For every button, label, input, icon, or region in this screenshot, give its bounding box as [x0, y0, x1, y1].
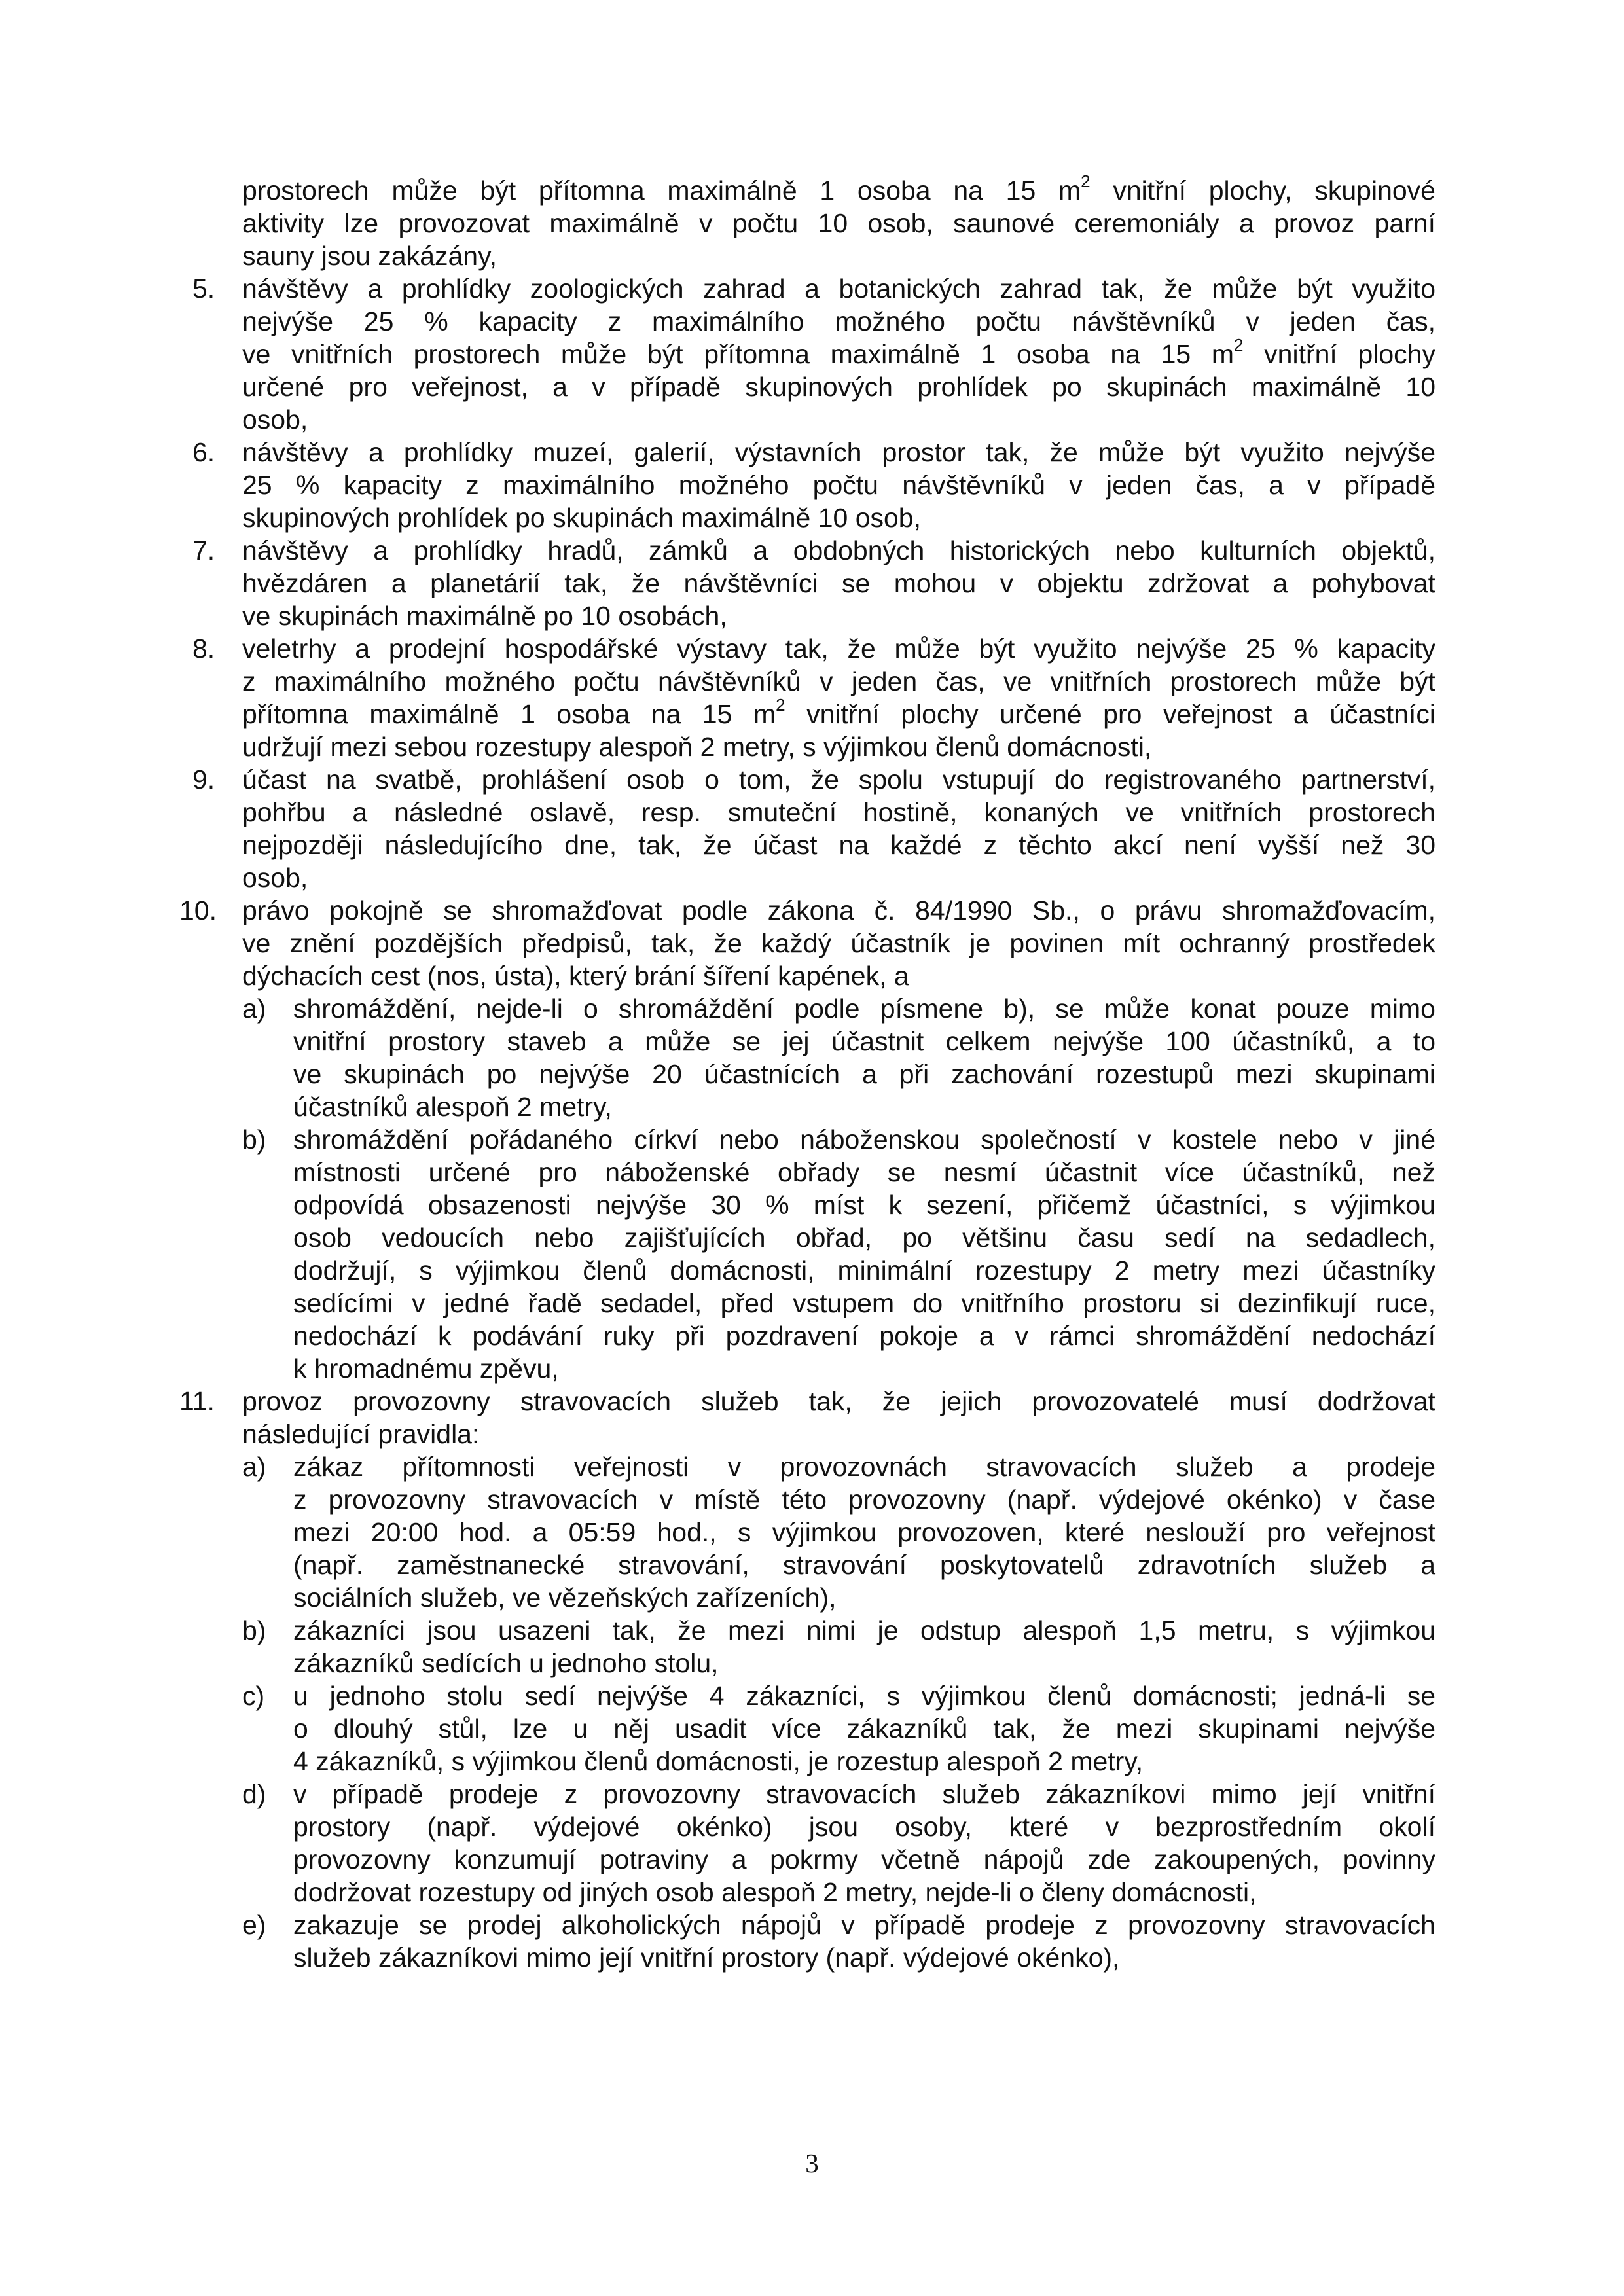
text-line: osob vedoucích nebo zajišťujících obřad, po většinu času sedí na sedadlech, — [293, 1223, 1435, 1253]
list-item-5 — [192, 272, 1435, 436]
text-line: zakazuje se prodej alkoholických nápojů v případě prodeje z provozovny stravovacích — [293, 1910, 1435, 1940]
text-segment: ve vnitřních prostorech může být přítomna maximálně 1 osoba na 15 m — [242, 339, 1235, 369]
text-line: vnitřní prostory staveb a může se jej účastnit celkem nejvýše 100 účastníků, a to — [293, 1026, 1435, 1056]
sub-item-11a — [242, 1450, 1435, 1614]
text-line — [242, 695, 1435, 730]
text-line: nedochází k podávání ruky při pozdravení pokoje a v rámci shromáždění nedochází — [293, 1321, 1435, 1351]
text-line: sociálních služeb, ve vězeňských zařízeních), — [293, 1583, 837, 1613]
text-line: hvězdáren a planetárií tak, že návštěvníci se mohou v objektu zdržovat a pohybovat — [242, 568, 1435, 598]
text-line: nejvýše 25 % kapacity z maximálního možného počtu návštěvníků v jeden čas, — [242, 306, 1435, 336]
text-line: odpovídá obsazenosti nejvýše 30 % míst k sezení, přičemž účastníci, s výjimkou — [293, 1190, 1435, 1220]
sub-item-11b — [242, 1614, 1435, 1679]
list-item-8 — [192, 632, 1435, 763]
text-line: zákaz přítomnosti veřejnosti v provozovnách stravovacích služeb a prodeje — [293, 1452, 1435, 1482]
text-line: shromáždění pořádaného církví nebo náboženskou společností v kostele nebo v jiné — [293, 1124, 1435, 1155]
text-line: zákazníků sedících u jednoho stolu, — [293, 1648, 719, 1678]
item-number: 5. — [192, 274, 215, 304]
sub-item-label: b) — [242, 1615, 266, 1645]
sub-item-10a — [242, 992, 1435, 1123]
superscript: 2 — [1234, 335, 1244, 355]
text-line: místnosti určené pro náboženské obřady se nesmí účastnit více účastníků, než — [293, 1157, 1435, 1187]
text-line: provozovny konzumují potraviny a pokrmy včetně nápojů zde zakoupených, povinny — [293, 1844, 1435, 1874]
text-line: nejpozději následujícího dne, tak, že účast na každé z těchto akcí není vyšší než 30 — [242, 830, 1435, 860]
text-line: udržují mezi sebou rozestupy alespoň 2 metry, s výjimkou členů domácnosti, — [242, 732, 1152, 762]
sub-item-label: b) — [242, 1124, 266, 1155]
item-number: 8. — [192, 634, 215, 664]
sub-item-10b — [242, 1123, 1435, 1385]
item-number: 6. — [192, 437, 215, 467]
item-number: 11. — [179, 1386, 215, 1416]
text-line: pohřbu a následné oslavě, resp. smuteční hostině, konaných ve vnitřních prostorech — [242, 797, 1435, 827]
text-line: účast na svatbě, prohlášení osob o tom, že spolu vstupují do registrovaného partnerství, — [242, 764, 1435, 795]
text-line: z provozovny stravovacích v místě této provozovny (např. výdejové okénko) v čase — [293, 1484, 1435, 1515]
list-item-10 — [179, 894, 1435, 1385]
sub-item-11c — [242, 1679, 1435, 1778]
text-line: k hromadnému zpěvu, — [293, 1354, 559, 1384]
text-line: mezi 20:00 hod. a 05:59 hod., s výjimkou provozoven, které neslouží pro veřejnost — [293, 1517, 1435, 1547]
text-line: veletrhy a prodejní hospodářské výstavy tak, že může být využito nejvýše 25 % kapacity — [242, 634, 1435, 664]
sub-item-label: a) — [242, 994, 266, 1024]
sub-item-label: d) — [242, 1779, 266, 1809]
text-line: z maximálního možného počtu návštěvníků v jeden čas, ve vnitřních prostorech může být — [242, 666, 1435, 696]
text-line: dodržují, s výjimkou členů domácnosti, minimální rozestupy 2 metry mezi účastníky — [293, 1255, 1435, 1285]
text-line: o dlouhý stůl, lze u něj usadit více zákazníků tak, že mezi skupinami nejvýše — [293, 1713, 1435, 1744]
text-segment: vnitřní plochy určené pro veřejnost a účastníci — [806, 699, 1435, 729]
text-line: služeb zákazníkovi mimo její vnitřní prostory (např. výdejové okénko), — [293, 1943, 1120, 1973]
list-item-9 — [192, 763, 1435, 894]
text-line: v případě prodeje z provozovny stravovacích služeb zákazníkovi mimo její vnitřní — [293, 1779, 1435, 1809]
text-line: 4 zákazníků, s výjimkou členů domácnosti, je rozestup alespoň 2 metry, — [293, 1746, 1144, 1776]
text-line: prostory (např. výdejové okénko) jsou osoby, které v bezprostředním okolí — [293, 1812, 1435, 1842]
superscript: 2 — [1081, 171, 1091, 192]
list-item-6 — [192, 436, 1435, 534]
superscript: 2 — [776, 695, 785, 715]
text-line: následující pravidla: — [242, 1419, 480, 1449]
text-line: sedícími v jedné řadě sedadel, před vstupem do vnitřního prostoru si dezinfikují ruce, — [293, 1288, 1435, 1318]
text-line — [242, 171, 1435, 207]
text-line: shromáždění, nejde-li o shromáždění podle písmene b), se může konat pouze mimo — [293, 994, 1435, 1024]
sub-item-label: c) — [242, 1681, 265, 1711]
item-number: 7. — [192, 535, 215, 565]
text-line: skupinových prohlídek po skupinách maximálně 10 osob, — [242, 503, 921, 533]
item-number: 10. — [179, 895, 217, 925]
text-line: aktivity lze provozovat maximálně v počtu 10 osob, saunové ceremoniály a provoz parní — [242, 208, 1435, 238]
text-line: zákazníci jsou usazeni tak, že mezi nimi je odstup alespoň 1,5 metru, s výjimkou — [293, 1615, 1435, 1645]
sub-item-11e — [242, 1909, 1435, 1974]
text-line: sauny jsou zakázány, — [242, 241, 497, 271]
text-line: ve skupinách po nejvýše 20 účastnících a při zachování rozestupů mezi skupinami — [293, 1059, 1435, 1089]
continuation-paragraph — [242, 171, 1435, 272]
document-body — [179, 171, 1435, 1974]
page-number: 3 — [805, 2148, 819, 2178]
text-line: ve znění pozdějších předpisů, tak, že každý účastník je povinen mít ochranný prostředek — [242, 928, 1435, 958]
text-line: právo pokojně se shromažďovat podle zákona č. 84/1990 Sb., o právu shromažďovacím, — [242, 895, 1435, 925]
text-line: provoz provozovny stravovacích služeb tak, že jejich provozovatelé musí dodržovat — [242, 1386, 1435, 1416]
text-segment: vnitřní plochy, skupinové — [1113, 175, 1435, 206]
item-number: 9. — [192, 764, 215, 795]
text-segment: přítomna maximálně 1 osoba na 15 m — [242, 699, 776, 729]
list-item-11 — [179, 1385, 1435, 1974]
text-segment: prostorech může být přítomna maximálně 1 osoba na 15 m — [242, 175, 1081, 206]
text-line: návštěvy a prohlídky muzeí, galerií, výstavních prostor tak, že může být využito nejvýše — [242, 437, 1435, 467]
list-item-7 — [192, 534, 1435, 632]
text-line: dýchacích cest (nos, ústa), který brání šíření kapének, a — [242, 961, 909, 991]
text-line: osob, — [242, 863, 308, 893]
text-line: účastníků alespoň 2 metry, — [293, 1092, 612, 1122]
text-line: dodržovat rozestupy od jiných osob alespoň 2 metry, nejde-li o členy domácnosti, — [293, 1877, 1257, 1907]
text-line — [242, 335, 1435, 370]
sub-item-label: a) — [242, 1452, 266, 1482]
text-segment: vnitřní plochy — [1264, 339, 1435, 369]
text-line: osob, — [242, 404, 308, 435]
text-line: návštěvy a prohlídky zoologických zahrad a botanických zahrad tak, že může být využito — [242, 274, 1435, 304]
text-line: (např. zaměstnanecké stravování, stravování poskytovatelů zdravotních služeb a — [293, 1550, 1435, 1580]
text-line: 25 % kapacity z maximálního možného počtu návštěvníků v jeden čas, a v případě — [242, 470, 1435, 500]
text-line: ve skupinách maximálně po 10 osobách, — [242, 601, 727, 631]
sub-item-11d — [242, 1778, 1435, 1909]
text-line: určené pro veřejnost, a v případě skupinových prohlídek po skupinách maximálně 10 — [242, 372, 1435, 402]
sub-item-label: e) — [242, 1910, 266, 1940]
text-line: u jednoho stolu sedí nejvýše 4 zákazníci, s výjimkou členů domácnosti; jedná-li se — [293, 1681, 1435, 1711]
text-line: návštěvy a prohlídky hradů, zámků a obdobných historických nebo kulturních objektů, — [242, 535, 1435, 565]
